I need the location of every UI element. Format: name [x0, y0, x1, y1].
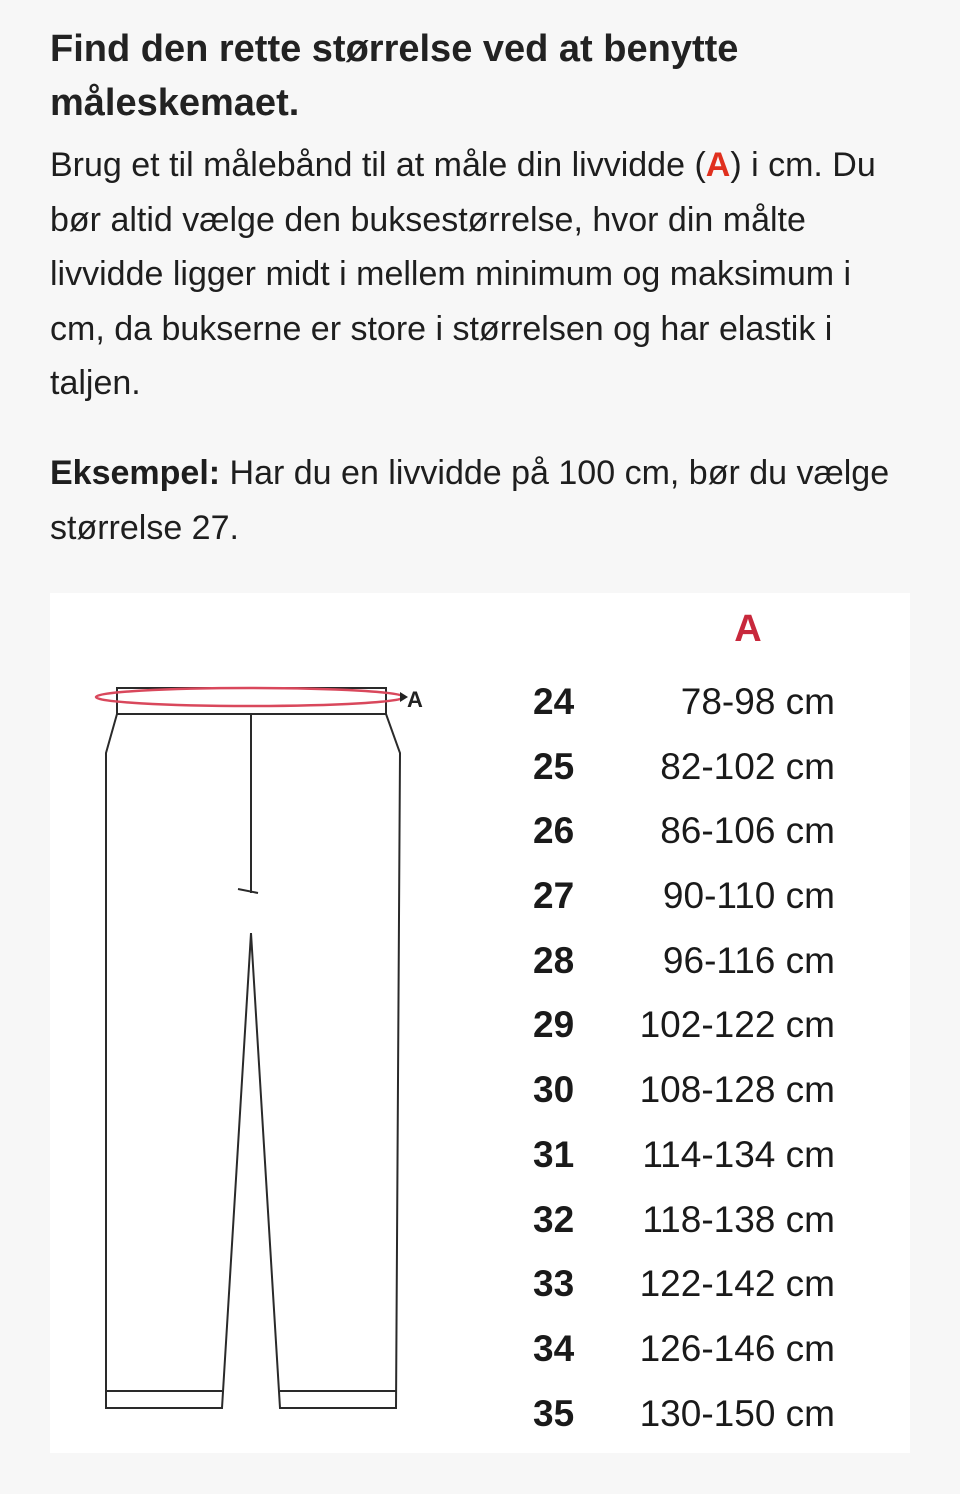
size-value: 34 — [533, 1327, 575, 1369]
diagram-marker-a: A — [407, 687, 423, 712]
size-value: 29 — [533, 1004, 575, 1046]
waist-range: 114-134 cm — [642, 1133, 835, 1175]
intro-paragraph — [50, 138, 910, 411]
size-row — [533, 995, 853, 1060]
size-row — [533, 931, 853, 996]
waist-range: 102-122 cm — [639, 1004, 835, 1046]
waist-range: 90-110 cm — [662, 875, 835, 917]
size-row — [533, 801, 853, 866]
size-value: 27 — [533, 875, 575, 917]
size-row — [533, 1384, 853, 1449]
column-header-a: A — [734, 608, 762, 650]
fly-mark — [238, 889, 258, 893]
waist-measure-line — [96, 688, 404, 706]
waist-range: 108-128 cm — [639, 1069, 835, 1111]
waist-range: 126-146 cm — [639, 1327, 835, 1369]
size-row — [533, 1060, 853, 1125]
intro-text-start: Brug et til målebånd til at måle din livvidde ( — [50, 146, 706, 184]
size-row — [533, 1254, 853, 1319]
size-row — [533, 672, 853, 737]
example-label: Eksempel: — [50, 454, 221, 492]
intro-text-end: ) i cm. Du bør altid vælge den buksestørrelse, hvor din målte livvidde ligger midt i mellem minimum og maksimum i cm, da bukserne er store i størrelsen og har elastik i taljen. — [50, 146, 876, 402]
pants-outline — [106, 714, 400, 1408]
size-table — [533, 672, 853, 1448]
size-row — [533, 1125, 853, 1190]
waist-range: 96-116 cm — [662, 939, 835, 981]
size-value: 32 — [533, 1198, 575, 1240]
size-value: 24 — [533, 681, 575, 722]
waist-range: 122-142 cm — [639, 1263, 835, 1305]
waist-range: 82-102 cm — [660, 745, 835, 787]
size-value: 35 — [533, 1392, 575, 1434]
pants-diagram — [50, 593, 510, 1453]
size-value: 28 — [533, 939, 575, 981]
size-row — [533, 1190, 853, 1255]
size-row — [533, 737, 853, 802]
size-row — [533, 1319, 853, 1384]
size-value: 26 — [533, 810, 575, 852]
waist-marker-label: A — [705, 146, 731, 184]
waist-range: 86-106 cm — [660, 810, 835, 852]
size-value: 31 — [533, 1133, 575, 1175]
size-value: 30 — [533, 1069, 575, 1111]
size-value: 33 — [533, 1263, 575, 1305]
example-paragraph — [50, 446, 910, 555]
page-title: Find den rette størrelse ved at benytte måleskemaet. — [50, 28, 739, 124]
size-row — [533, 866, 853, 931]
example-text: Har du en livvidde på 100 cm, bør du vælge størrelse 27. — [50, 454, 890, 547]
waist-range: 130-150 cm — [639, 1392, 835, 1434]
size-value: 25 — [533, 745, 575, 787]
waist-range: 118-138 cm — [642, 1198, 835, 1240]
waistband-outline — [117, 688, 386, 714]
waist-range: 78-98 cm — [680, 681, 835, 722]
